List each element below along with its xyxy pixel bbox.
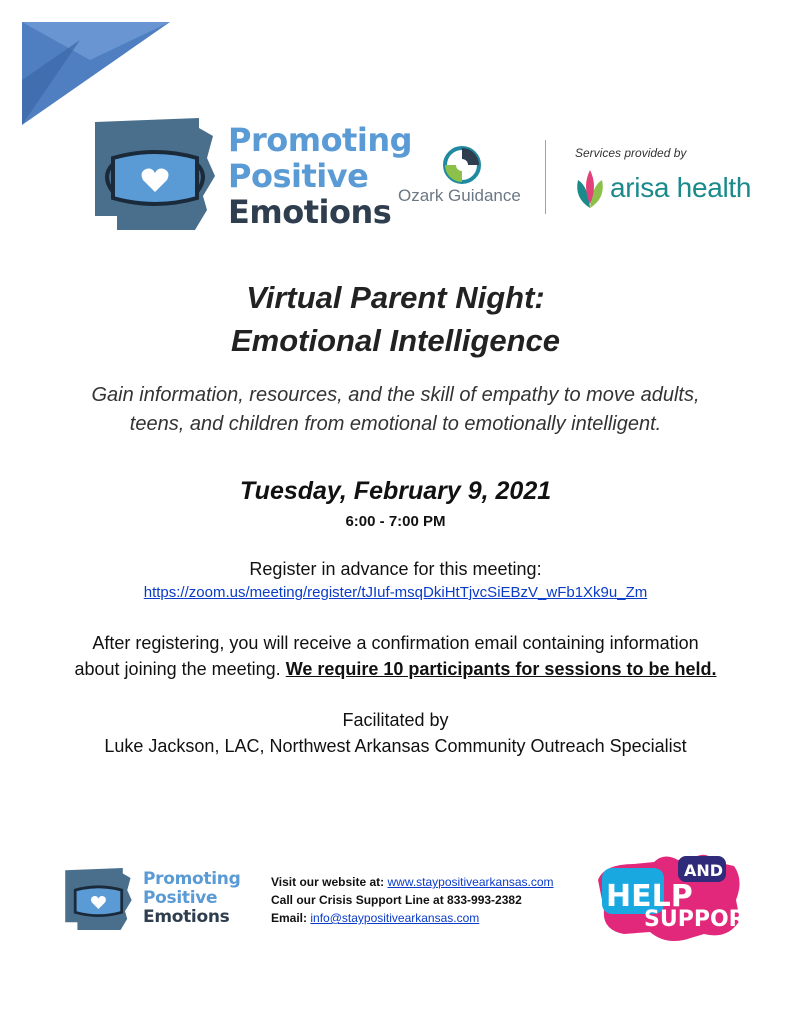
- after-line-2-prefix: about joining the meeting.: [74, 659, 281, 679]
- after-line-1: After registering, you will receive a confirmation email containing information: [92, 633, 699, 653]
- corner-decoration: [0, 0, 180, 130]
- arisa-health-name: arisa health: [610, 172, 752, 203]
- ppe-logo-text: [228, 122, 412, 230]
- facilitated-by-label: Facilitated by: [342, 710, 449, 730]
- description-line-2: teens, and children from emotional to emotionally intelligent.: [129, 413, 662, 435]
- footer-arkansas-mask-logo: [64, 868, 134, 930]
- logo-line-positive: Positive: [228, 157, 369, 195]
- title-line-2: Emotional Intelligence: [231, 323, 560, 358]
- after-line-2: [0, 656, 791, 682]
- services-provided-by: Services provided by: [575, 146, 687, 160]
- contact-info: [271, 873, 554, 927]
- participant-requirement: We require 10 participants for sessions to be held.: [285, 659, 717, 679]
- crisis-line-text: Call our Crisis Support Line at 833-993-2382: [271, 893, 522, 907]
- footer-logo-line-emotions: Emotions: [143, 907, 230, 927]
- help-word: HELP: [606, 879, 693, 914]
- arisa-leaf-icon: [572, 168, 608, 210]
- event-title: [0, 276, 791, 362]
- title-line-1: Virtual Parent Night:: [246, 280, 545, 315]
- facilitator-name: Luke Jackson, LAC, Northwest Arkansas Community Outreach Specialist: [104, 736, 687, 756]
- register-link[interactable]: https://zoom.us/meeting/register/tJIuf-msqDkiHtTjvcSiEBzV_wFb1Xk9u_Zm: [143, 584, 648, 601]
- website-label: Visit our website at:: [271, 875, 385, 889]
- logo-line-promoting: Promoting: [228, 121, 412, 159]
- website-line: [271, 873, 554, 891]
- footer-logo-line-promoting: Promoting: [143, 869, 241, 889]
- arkansas-mask-logo: [95, 118, 217, 230]
- after-registering-text: [0, 630, 791, 682]
- facilitator-block: [0, 707, 791, 759]
- email-label: Email:: [271, 911, 308, 925]
- logo-line-emotions: Emotions: [228, 193, 392, 231]
- description-line-1: Gain information, resources, and the skill of empathy to move adults,: [91, 384, 700, 406]
- footer-logo-line-positive: Positive: [143, 888, 218, 908]
- support-word: SUPPORT: [644, 907, 760, 932]
- register-text: Register in advance for this meeting:: [249, 559, 542, 579]
- header-divider: [545, 140, 546, 214]
- help-and-support-badge: [594, 850, 760, 945]
- ozark-guidance-name: Ozark Guidance: [398, 186, 521, 205]
- email-link[interactable]: info@staypositivearkansas.com: [310, 911, 480, 925]
- footer-ppe-logo-text: [143, 870, 240, 927]
- and-word: AND: [684, 861, 724, 880]
- event-date: Tuesday, February 9, 2021: [239, 477, 552, 505]
- ozark-guidance-icon: [443, 146, 481, 184]
- event-description: [0, 381, 791, 439]
- website-link[interactable]: www.staypositivearkansas.com: [387, 875, 554, 889]
- email-line: [271, 909, 554, 927]
- crisis-line: [271, 891, 554, 909]
- event-time: 6:00 - 7:00 PM: [345, 513, 446, 530]
